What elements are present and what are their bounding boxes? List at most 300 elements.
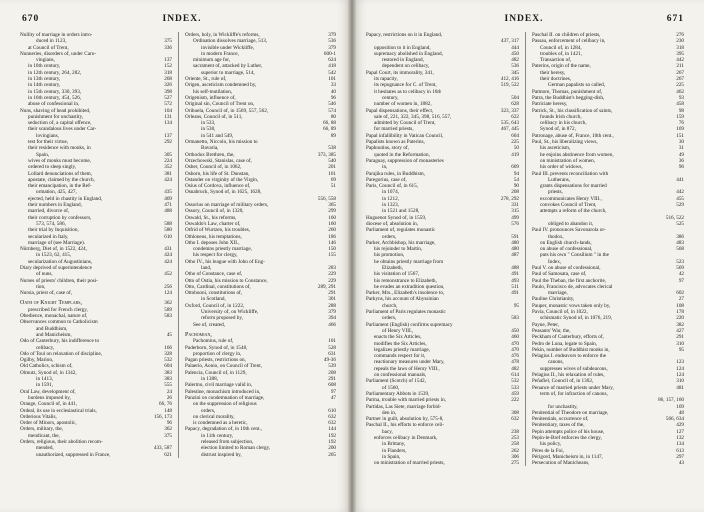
index-entry-pages: 268 <box>164 76 172 83</box>
index-entry-pages: 527 <box>164 94 172 101</box>
index-entry-term: their scandalous lives under Car- <box>28 126 97 133</box>
index-entry-term: for married priests, <box>374 126 414 133</box>
index-entry-term: apostate, claimed by the church, <box>28 176 95 183</box>
index-entry-pages: 192 <box>328 439 336 445</box>
index-entry-pages: 482 <box>511 365 519 372</box>
index-entry-pages: 628 <box>511 101 519 108</box>
index-entry-term: German papalists so called, <box>548 82 606 89</box>
index-entry-term: supremacy abolished in England, <box>374 50 443 57</box>
left-column-2 <box>178 32 336 458</box>
index-entry-pages: 101 <box>328 338 336 345</box>
index-entry-term: Orderious Vitalis, <box>20 413 57 420</box>
index-entry-pages: 124 <box>676 365 684 372</box>
index-entry-term: founds Irish church, <box>540 113 582 120</box>
index-entry-term: Papacy, degradation of, in 10th cent., <box>185 426 263 433</box>
index-entry-pages: 123 <box>676 359 684 366</box>
index-entry-term: their heresy, <box>540 69 566 76</box>
index-entry-term: in 538, <box>201 126 216 133</box>
index-entry-pages: 104 <box>164 107 172 114</box>
index-entry-pages: 632 <box>328 420 336 427</box>
index-entry-pages: 49 <box>678 151 684 158</box>
index-entry-pages: 556, 558 <box>317 195 336 202</box>
index-entry-term: Ormanetto, Niccolo, his mission to <box>185 139 258 146</box>
index-entry-pages: 487 <box>511 252 519 259</box>
index-entry-pages: 608 <box>328 382 336 389</box>
index-entry-pages: 424 <box>164 258 172 265</box>
index-entry-term: Orders, holy, in Wickliffe's reforms, <box>185 32 260 38</box>
index-entry-pages: 161 <box>328 170 336 177</box>
index-entry-term: of 1560, <box>382 384 400 391</box>
index-entry-term: in 533, <box>201 120 216 127</box>
index-entry-term: Parker, Archbishop, his marriage, <box>366 239 436 246</box>
index-entry-pages: 96 <box>678 164 684 171</box>
index-entry-term: enforces celibacy in Denmark, <box>374 435 438 441</box>
index-entry-term: orders, <box>382 233 397 240</box>
index-entry-pages: 137 <box>164 132 172 139</box>
index-entry-term: his respect for clergy, <box>193 252 238 259</box>
index-entry-pages: 538 <box>328 145 336 152</box>
index-entry-pages: 49-36 <box>323 357 336 364</box>
index-entry-term: at Council of Trent, <box>28 44 69 51</box>
index-entry-term: den in, <box>382 409 397 416</box>
index-entry-pages: 362 <box>164 426 172 433</box>
index-entry-pages: 418 <box>328 63 336 70</box>
index-entry-pages: 546 <box>328 101 336 108</box>
index-entry-pages: 488 <box>164 208 172 215</box>
index-entry-pages: 331 <box>511 202 519 209</box>
index-entry-term: Bavaria, <box>201 145 219 152</box>
index-entry-term: of nuns, <box>36 271 53 278</box>
index-entry-term: church, <box>382 302 398 309</box>
index-entry-term: his rejoinder to Martin, <box>374 246 423 253</box>
index-entry-term: Paul, St., his liberalizing views, <box>532 139 598 146</box>
index-entry-pages: 529 <box>676 202 684 209</box>
index-entry-term: Oswaldo's Law, charter of, <box>185 220 241 227</box>
index-entry-term: Partidas, Las Siete, marriage forbid- <box>366 403 442 410</box>
index-entry-term: test for their virtue, <box>28 139 69 146</box>
index-entry-term: legalizes priestly marriage, <box>374 346 431 353</box>
index-entry-term: burdens imposed by, <box>28 394 71 401</box>
index-entry-term: in Brittany, <box>382 441 406 448</box>
index-entry-pages: 160 <box>328 220 336 227</box>
index-entry-term: Palermo, civil marriage valid in, <box>185 382 253 389</box>
index-entry-term: Paul V. on abuse of confessional, <box>532 264 601 271</box>
index-entry-term: Penitentials, occurrence of, <box>532 416 589 423</box>
index-entry-term: for unchastity, <box>548 403 578 410</box>
index-entry-term: Huguenot Synod of, in 1559, <box>366 214 427 221</box>
index-entry-pages: 260 <box>328 227 336 234</box>
index-entry-pages: 431 <box>164 246 172 253</box>
index-entry-term: land, <box>201 264 212 271</box>
index-entry-pages: 583 <box>511 315 519 322</box>
index-entry-pages: 150 <box>328 246 336 253</box>
index-entry-pages: 40 <box>330 88 336 95</box>
index-entry-term: attempts a reform of the church, <box>540 208 607 215</box>
index-entry-pages: 306 <box>511 453 519 460</box>
index-entry-pages: 134 <box>164 120 172 127</box>
index-entry-term: Nullity of marriage in orders intro- <box>20 32 93 38</box>
index-entry-term: Passau, enforcement of celibacy in, <box>532 38 606 45</box>
index-entry-pages: 26 <box>166 394 172 401</box>
index-entry-pages: 323, 337 <box>500 107 519 114</box>
index-entry-term: obliged to abandon it, <box>548 220 594 227</box>
index-entry-term: secularization of Augustinians, <box>28 258 93 265</box>
index-entry-term: in 541 and 549, <box>201 132 234 139</box>
index-entry-term: mendicant, the, <box>28 432 60 439</box>
index-entry-term: his promotion, <box>374 252 405 259</box>
index-entry-term: Paris, Council of, in 615, <box>366 183 419 190</box>
index-entry-pages: 200 <box>328 445 336 452</box>
index-entry-term: canons, <box>548 359 564 366</box>
index-entry-term: restored in England, <box>382 57 424 64</box>
index-entry-pages: 267 <box>676 76 684 83</box>
index-entry-pages: 450 <box>511 327 519 334</box>
index-entry-term: Osius of Cordova, influence of, <box>185 183 251 190</box>
index-entry-term: Ordeal, its use in ecclesiastical trials, <box>20 407 97 414</box>
index-entry-term: Peñafiel, Council of, in 1302, <box>532 378 594 385</box>
index-entry-pages: 24 <box>166 388 172 395</box>
index-entry-term: minimum age for, <box>193 57 231 64</box>
index-entry-pages: 208 <box>328 369 336 376</box>
index-entry-pages: 152 <box>164 63 172 70</box>
index-entry-term: grants dispensations for married <box>540 183 607 190</box>
index-entry-pages: 437, 317 <box>500 38 519 45</box>
index-entry-pages: 467, 445 <box>500 126 519 133</box>
index-entry-term: in 1413, <box>36 376 54 383</box>
index-entry-pages: 435 <box>164 189 172 196</box>
index-entry-term: Ossorius on marriage of military orders, <box>185 202 269 209</box>
index-entry-term: Obedience, monachal, nature of, <box>20 313 88 320</box>
index-entry-term: vingians, <box>36 57 55 64</box>
index-entry-pages: 211 <box>676 63 684 70</box>
index-entry-pages: 493 <box>511 277 519 284</box>
index-entry-term: Paraguay, suppression of monasteries <box>366 157 444 164</box>
index-entry-pages: 95 <box>513 302 519 309</box>
index-entry-term: on abuse of confessional, <box>540 246 593 253</box>
index-entry-term: Périgord, Manicheism in, in 1147, <box>532 453 603 460</box>
index-entry-term: released from subjection, <box>201 439 254 445</box>
index-entry-pages: 345 <box>511 69 519 76</box>
index-entry-pages: 80 <box>330 113 336 120</box>
index-entry-pages: 365 <box>328 202 336 209</box>
index-entry-term: Nursia, priest of, case of, <box>20 290 73 297</box>
index-entry-term: Pagan priests, restrictions on, <box>185 357 246 364</box>
index-entry-pages: 230 <box>676 38 684 45</box>
index-entry-term: Parker, Mrs., Elizabeth's insolence to, <box>366 290 445 297</box>
index-entry-pages: 576 <box>511 220 519 227</box>
index-entry-term: ordered to sleep singly, <box>28 164 77 171</box>
index-entry-term: his order of widows, <box>540 164 583 171</box>
index-entry-term: Old Catholics, schism of, <box>20 363 73 370</box>
index-entry-term: in Flanders, <box>382 447 407 454</box>
index-entry-term: duced in 1123, <box>36 38 67 45</box>
index-entry-term: Paulo, Francisco de, advocates clerical <box>532 283 613 290</box>
index-entry-term: Parma, trouble with married priests in, <box>366 397 446 404</box>
index-entry-pages: 328 <box>164 350 172 357</box>
index-entry-pages: 86, 157, 160 <box>658 397 684 404</box>
index-entry-pages: 108 <box>676 302 684 309</box>
index-entry-pages: 90 <box>513 183 519 190</box>
index-entry-term: marriage, <box>548 290 568 297</box>
index-entry-pages: 480 <box>511 246 519 253</box>
index-entry-pages: 291 <box>328 376 336 383</box>
index-entry-term: Osborn, his life of St. Dunstan, <box>185 170 250 177</box>
index-entry-term: Lollard denunciations of them, <box>28 170 92 177</box>
index-entry-term: dependent on celibacy, <box>382 63 430 70</box>
index-entry-pages: 466 <box>328 321 336 328</box>
index-entry-term: modifies the Six Articles, <box>374 340 427 347</box>
index-entry-pages: 169 <box>676 126 684 133</box>
index-entry-pages: 160 <box>328 214 336 221</box>
index-entry-pages: 600-1 <box>323 50 336 57</box>
index-entry-term: Pedro de Luna, legate to Spain, <box>532 340 597 347</box>
index-entry-term: distrust inspired by, <box>201 451 242 458</box>
index-entry-pages: 459 <box>511 390 519 397</box>
index-entry-pages: 299 <box>328 208 336 215</box>
index-entry-term: Penitential of Theodore on marriage, <box>532 409 609 416</box>
index-entry-pages: 614 <box>511 372 519 379</box>
index-entry-term: century, <box>382 94 399 101</box>
index-entry-term: on confessional manuals, <box>374 372 427 379</box>
index-entry-term: Orthodox Brethren, the, <box>185 151 235 158</box>
index-entry-term: reactionary measures under Mary, <box>374 359 445 366</box>
index-entry-term: his self-mutilation, <box>193 88 233 95</box>
index-entry-pages: 275 <box>511 460 519 467</box>
index-entry-term: Orders, military, the, <box>20 426 64 433</box>
index-entry-pages: 166 <box>164 344 172 351</box>
index-entry-pages: 491 <box>511 290 519 297</box>
index-entry-pages: 178 <box>676 309 684 316</box>
index-entry-term: Origenism, influence of, <box>185 94 236 101</box>
index-entry-term: Peasants' War, the, <box>532 327 571 334</box>
index-entry-term: Papal Court, its immorality, 341, <box>366 69 434 76</box>
index-entry-term: Payne, Peter, <box>532 321 560 328</box>
index-entry-term: their emancipation, in the Ref- <box>28 183 92 190</box>
index-entry-pages: 632 <box>511 416 519 423</box>
index-entry-pages: 27 <box>678 296 684 303</box>
index-entry-term: Pavia, Council of, in 1022, <box>532 309 588 316</box>
index-entry-term: celibacy in his church, <box>540 120 587 127</box>
index-entry-pages: 621 <box>164 451 172 458</box>
index-entry-pages: 352 <box>164 164 172 171</box>
index-entry-pages: 604 <box>511 132 519 139</box>
index-entry-pages: 201 <box>328 164 336 171</box>
index-entry-pages: 132 <box>676 435 684 441</box>
index-entry-term: Patrick, St., his classification of saints, <box>532 107 613 114</box>
index-entry-pages: 256 <box>164 283 172 290</box>
index-entry-term: Patmore, Thomas, punishment of, <box>532 88 603 95</box>
index-entry-term: Paul III. prevents reconciliation with <box>532 170 609 177</box>
index-entry-pages: 315 <box>511 208 519 215</box>
index-entry-pages: 535, 643 <box>500 120 519 127</box>
index-entry-pages: 539 <box>328 363 336 370</box>
index-entry-pages: 480 <box>511 239 519 246</box>
index-entry-pages: 362 <box>164 300 172 307</box>
index-entry-term: Pauline Christianity, <box>532 296 575 303</box>
index-entry <box>185 452 336 458</box>
index-entry-term: Papacy, restrictions on it in England, <box>366 32 443 38</box>
index-entry-term: mended, <box>36 445 54 452</box>
index-entry-term: is condemned as a heretic, <box>193 420 248 427</box>
index-entry-term: University of, on Wickliffe, <box>201 309 259 316</box>
index-entry-pages: 516, 522 <box>665 214 684 221</box>
right-running-head <box>364 14 684 28</box>
index-entry-term: Paderborn, Synod of, in 1548, <box>185 344 248 351</box>
index-entry-term: Ordination dissolves marriage, 513, <box>193 38 268 45</box>
index-entry-term: Odo of Canterbury, his indifference to <box>20 338 100 345</box>
index-entry-term: sacrament of, attacked by Luther, <box>193 63 263 70</box>
index-entry-term: his remonstrance to Elizabeth, <box>374 277 437 284</box>
index-entry-term: schismatic Synod of, in 1076, 219, <box>540 315 613 322</box>
index-entry-pages: 528 <box>328 344 336 351</box>
index-entry-pages: 591 <box>511 233 519 240</box>
index-entry-term: he enjoins abstinence from women, <box>540 151 614 158</box>
index-entry-term: lovingians, <box>36 132 59 139</box>
index-entry-pages: 326 <box>164 82 172 89</box>
index-entry-term: Ottobuoni, constitutions of, <box>185 290 243 297</box>
index-entry-pages: 283 <box>328 264 336 271</box>
index-entry-term: priests, <box>548 189 563 196</box>
index-entry-pages: 131 <box>164 113 172 120</box>
index-entry-term: Parliament (Scotch) of 1542, <box>366 378 426 385</box>
index-entry-term: Council of, in 1284, <box>540 44 582 51</box>
index-entry-pages: 471 <box>164 202 172 209</box>
right-column-2 <box>525 32 684 466</box>
index-entry-pages: 101 <box>328 76 336 83</box>
index-entry-pages: 379 <box>328 32 336 38</box>
index-entry-term: Palestine, monachism introduced in, <box>185 388 261 395</box>
index-entry-pages: 609 <box>511 164 519 171</box>
index-entry-pages: 305 <box>164 151 172 158</box>
index-entry-pages: 536 <box>328 38 336 45</box>
index-entry-term: Papalists known as Paterins, <box>366 139 425 146</box>
index-entry-term: seduction of, a capital offence, <box>28 120 92 127</box>
index-entry-term: Orihuela, Council of, in 1569, 557, 562, <box>185 107 269 114</box>
index-entry-pages: 624 <box>328 57 336 64</box>
index-entry-pages: 412, 416 <box>500 76 519 83</box>
index-entry-pages: 462 <box>676 88 684 95</box>
index-entry-term: in 11th century, <box>201 432 234 439</box>
index-entry-pages: 159 <box>676 113 684 120</box>
right-running-title: INDEX. <box>504 14 544 24</box>
index-entry-pages: 533 <box>511 384 519 391</box>
index-entry-term: in 14th century, <box>28 82 61 89</box>
index-entry-term: their trial by Inquisition, <box>28 227 79 234</box>
index-entry-term: married, divorce of, <box>28 208 70 215</box>
index-entry-term: enacts the Six Articles, <box>374 334 422 341</box>
index-entry-pages: 450 <box>511 50 519 57</box>
index-entry-pages: 632 <box>328 413 336 420</box>
index-entry-term: Parliament (English) confirms supremacy <box>366 321 453 328</box>
index-entry-term: term of, for infraction of canons, <box>540 390 608 397</box>
book-gutter <box>348 0 356 512</box>
index-entry-term: reform proposed by, <box>201 315 243 322</box>
index-entry-term: Parliament of, regulates monastic <box>366 227 436 234</box>
index-entry-pages: 398 <box>164 88 172 95</box>
index-entry-term: Paschal II., his efforts to enforce celi- <box>366 422 444 429</box>
index-entry-term: Patronage, abuse of, France, 10th cent., <box>532 132 614 139</box>
index-entry-pages: 124 <box>676 372 684 379</box>
index-entry-pages: 373, 385 <box>317 151 336 158</box>
index-entry-term: Orange, Council of, in 441, <box>20 401 77 408</box>
right-page <box>352 0 704 512</box>
index-entry-pages: 469 <box>164 195 172 202</box>
right-column-1 <box>366 32 525 466</box>
index-entry-term: in, <box>382 164 388 171</box>
index-entry-pages: 36 <box>678 157 684 164</box>
index-entry-pages: 156, 173 <box>153 413 172 420</box>
index-entry-pages: 583 <box>164 313 172 320</box>
index-entry-pages: 208 <box>511 189 519 196</box>
index-entry-pages: 48 <box>678 409 684 416</box>
index-entry-pages: 54 <box>513 176 519 183</box>
index-entry-pages: 574 <box>328 107 336 114</box>
index-entry-term: prescribed for French clergy, <box>28 306 88 313</box>
index-entry-term: his asceticism, <box>540 145 571 152</box>
index-entry-pages: 146 <box>328 239 336 246</box>
index-entry-pages: 379 <box>328 309 336 316</box>
index-entry-term: Pekin, number of Buddhist monks in, <box>532 346 610 353</box>
index-entry-pages: 383 <box>164 376 172 383</box>
index-entry-pages: 482 <box>511 57 519 64</box>
index-entry-pages: 238 <box>511 428 519 435</box>
index-entry-term: Orzechowski, Stanislas, case of, <box>185 157 252 164</box>
index-entry-pages: 382 <box>676 321 684 328</box>
index-entry-term: Palaerio, Aonio, on Council of Trent, <box>185 363 262 370</box>
index-entry-term: their numbers in England, <box>28 202 82 209</box>
index-entry-term: in 12th century, 264, 282, <box>28 69 82 76</box>
index-entry-pages: 76 <box>678 120 684 127</box>
index-entry-pages: 66, 76 <box>159 401 172 408</box>
index-entry-term: Diary deprived of superintendence <box>20 264 92 271</box>
index-entry-term: in 16th century, 454, 526, <box>28 94 82 101</box>
index-entry-term: celibacy, <box>36 344 55 351</box>
index-entry-pages: 220 <box>676 315 684 322</box>
index-entry-pages: 610 <box>164 233 172 240</box>
index-entry-pages: 297 <box>676 453 684 460</box>
index-entry-term: Paul IV. pronounces Savonarola or- <box>532 227 606 234</box>
index-entry-pages: 289, 291 <box>317 283 336 290</box>
index-entry-pages: 381 <box>164 170 172 177</box>
index-entry-term: in Scotland, <box>201 296 226 303</box>
index-entry-pages: 536 <box>511 63 519 70</box>
index-entry-pages: 97 <box>678 277 684 284</box>
index-entry-pages: 96 <box>330 94 336 101</box>
index-entry-pages: 386 <box>676 233 684 240</box>
index-entry-term: Transaction of, <box>540 57 572 64</box>
index-entry-pages: 253 <box>511 435 519 441</box>
index-entry-pages: 47 <box>330 394 336 401</box>
index-entry-pages: 96 <box>166 420 172 427</box>
index-entry-pages: 442 <box>676 189 684 196</box>
index-entry-pages: 491 <box>511 271 519 278</box>
index-entry-term: Otho IV., his league with John of Eng- <box>185 258 265 265</box>
index-entry-term: wives of monks must become, <box>28 157 91 164</box>
index-entry-term: on ministration of married priests, <box>374 460 445 467</box>
left-running-head <box>22 14 342 28</box>
index-entry-term: Original sin, Council of Trent on, <box>185 101 255 108</box>
index-entry-term: on English church-lands, <box>540 239 592 246</box>
index-entry-pages: 532 <box>511 378 519 385</box>
index-entry-term: and Buddhism, <box>36 325 68 332</box>
index-entry-term: opposition to it in England, <box>374 44 431 51</box>
index-entry-term: Orleans, Council of, in 511, <box>185 113 243 120</box>
index-entry-term: Ossory, Council of, in 1320, <box>185 208 244 215</box>
index-entry-term: tion, <box>36 283 46 290</box>
index-entry-pages: 433, 587 <box>153 445 172 452</box>
index-entry-pages: 589 <box>164 306 172 313</box>
right-page-number: 671 <box>666 14 684 24</box>
